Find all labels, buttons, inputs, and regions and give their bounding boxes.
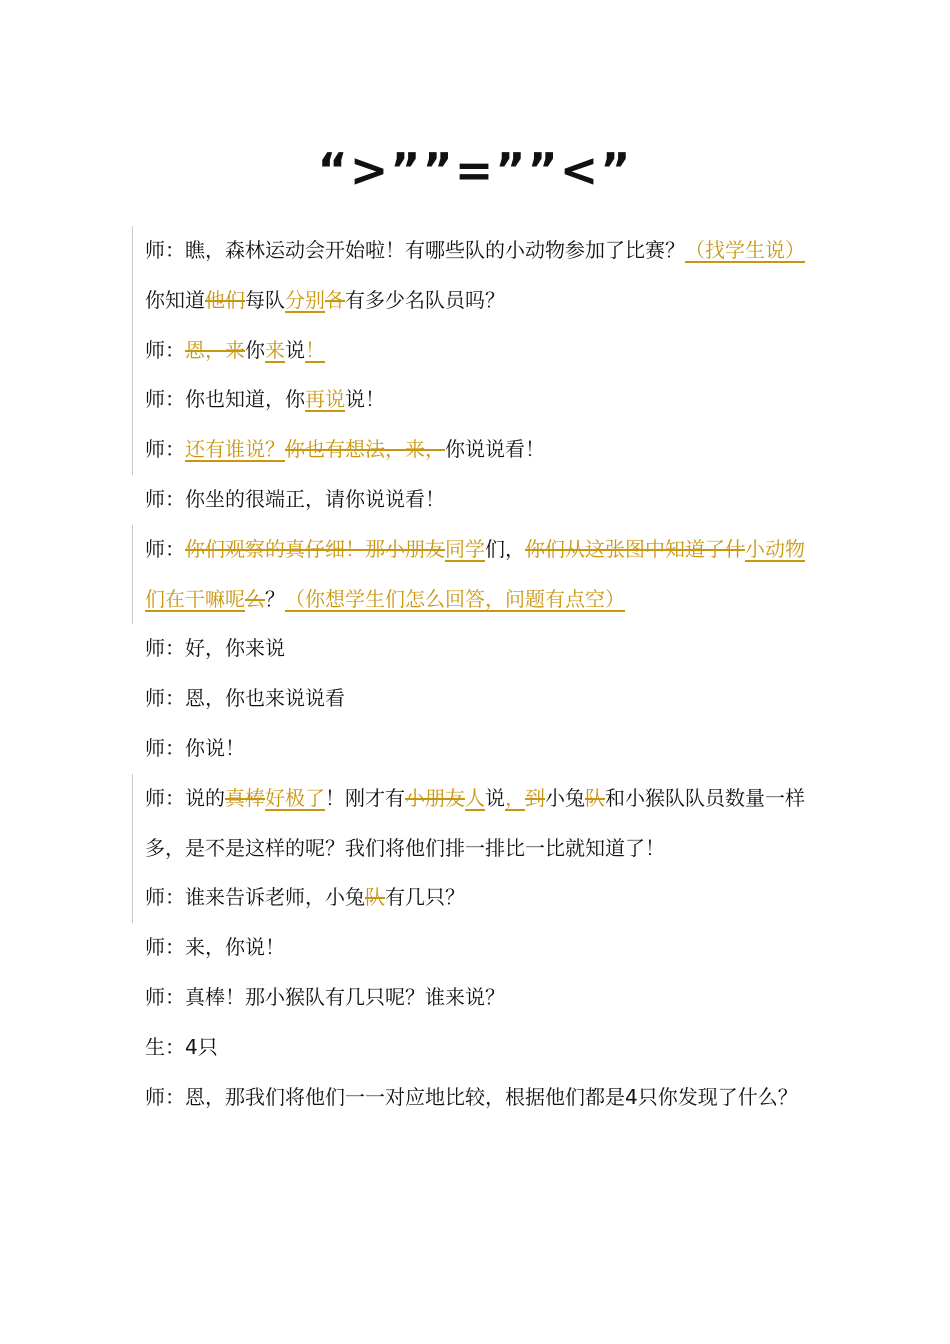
deleted-text: 你也有想法，来， [285, 437, 445, 462]
document-body [145, 226, 813, 1122]
text-run: 小兔 [545, 785, 585, 810]
text-run: 你 [245, 337, 265, 362]
inserted-text: 好极了 [265, 785, 325, 810]
deleted-text: 各 [325, 287, 345, 312]
text-run: 师：真棒！那小猴队有几只呢？谁来说？ [145, 984, 505, 1009]
text-run: 师：来，你说！ [145, 935, 285, 960]
paragraph [145, 774, 813, 874]
paragraph [145, 624, 813, 674]
inserted-text: 分别 [285, 287, 325, 312]
text-run: 生： [145, 1034, 185, 1059]
text-run: 师： [145, 337, 185, 362]
paragraph [145, 923, 813, 973]
inserted-text: （你想学生们怎么回答，问题有点空） [285, 586, 625, 611]
paragraph [145, 1073, 813, 1123]
text-run: 师：说的 [145, 785, 225, 810]
document-title: “>””=””<” [317, 143, 633, 197]
inserted-text: 同学 [445, 536, 485, 561]
inserted-text: 再说 [305, 387, 345, 412]
paragraph [145, 276, 813, 326]
text-run: 4 [625, 1084, 638, 1109]
text-run: 师：瞧，森林运动会开始啦！有哪些队的小动物参加了比赛？ [145, 238, 685, 262]
deleted-text: 他们 [205, 287, 245, 312]
text-run: 和小猴队队员数量一样多，是不是这样的呢？我们将他们排一排比一比就知道了！ [145, 785, 805, 860]
text-run: 师：你说！ [145, 735, 245, 760]
text-run: 师：恩，你也来说说看 [145, 686, 345, 711]
paragraph [145, 1023, 813, 1073]
text-run: 们， [485, 536, 525, 561]
text-run: 每队 [245, 287, 285, 312]
paragraph [145, 674, 813, 724]
deleted-text: 到 [525, 785, 545, 810]
inserted-text: ， [505, 785, 525, 810]
text-run: 说 [485, 785, 505, 810]
deleted-text: 么 [245, 586, 265, 611]
inserted-text: ！ [305, 337, 325, 362]
inserted-text: 人 [465, 785, 485, 810]
inserted-text: 来 [265, 337, 285, 362]
paragraph [145, 724, 813, 774]
text-run: 说！ [345, 387, 385, 412]
text-run: 师：你也知道，你 [145, 387, 305, 412]
paragraph [145, 973, 813, 1023]
deleted-text: 你们观察的真仔细！那小朋友 [185, 536, 445, 561]
paragraph [145, 375, 813, 425]
paragraph [145, 525, 813, 625]
paragraph [145, 226, 813, 276]
deleted-text: 恩，来 [185, 337, 245, 362]
text-run: 你知道 [145, 287, 205, 312]
inserted-text: （找学生说） [685, 238, 805, 262]
text-run: 师： [145, 437, 185, 462]
deleted-text: 真棒 [225, 785, 265, 810]
deleted-text: 队 [365, 885, 385, 910]
text-run: 师：你坐的很端正，请你说说看！ [145, 486, 445, 511]
paragraph [145, 873, 813, 923]
text-run: 只 [197, 1034, 218, 1059]
text-run: 4 [185, 1034, 198, 1059]
text-run: 师： [145, 536, 185, 561]
text-run: 你说说看！ [445, 437, 545, 462]
text-run: 说 [285, 337, 305, 362]
text-run: 有多少名队员吗？ [345, 287, 505, 312]
text-run: 师：谁来告诉老师，小兔 [145, 885, 365, 910]
inserted-text: 还有谁说？ [185, 437, 285, 462]
deleted-text: 你们从这张图中知道了什 [525, 536, 745, 561]
paragraph [145, 425, 813, 475]
text-run: 有几只？ [385, 885, 465, 910]
text-run: 师：恩，那我们将他们一一对应地比较，根据他们都是 [145, 1084, 625, 1109]
paragraph [145, 326, 813, 376]
inserted-text: 小动物们在干嘛呢 [145, 536, 805, 611]
text-run: 只你发现了什么？ [637, 1084, 798, 1109]
deleted-text: 队 [585, 785, 605, 810]
text-run: 师：好，你来说 [145, 636, 285, 661]
text-run: ？ [265, 586, 285, 611]
deleted-text: 小朋友 [405, 785, 465, 810]
text-run: ！刚才有 [325, 785, 405, 810]
paragraph [145, 475, 813, 525]
